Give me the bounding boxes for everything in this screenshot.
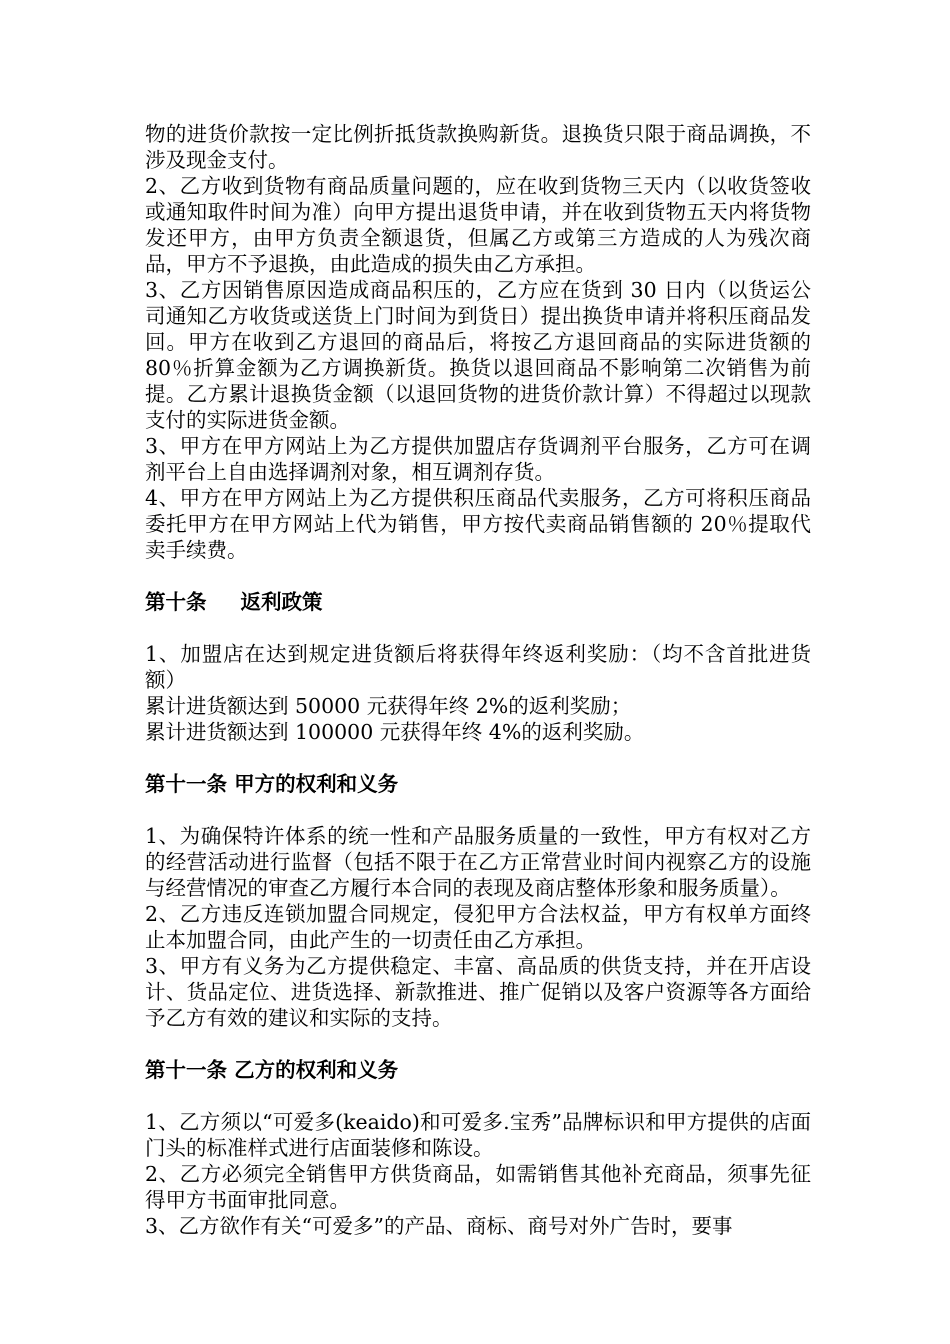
section-heading-11b: 第十一条 乙方的权利和义务 (145, 1058, 399, 1082)
section-rebate-policy (145, 589, 811, 745)
spacer (145, 615, 811, 641)
paragraph-termination: 2、乙方违反连锁加盟合同规定，侵犯甲方合法权益，甲方有权单方面终止本加盟合同，由此产生的一切责任由乙方承担。 (145, 902, 811, 952)
paragraph-inventory-platform: 3、甲方在甲方网站上为乙方提供加盟店存货调剂平台服务，乙方可在调剂平台上自由选择调剂对象，相互调剂存货。 (145, 434, 811, 484)
spacer (145, 1083, 811, 1109)
spacer (145, 1031, 811, 1057)
paragraph-rebate-tier-2: 累计进货额达到 100000 元获得年终 4%的返利奖励。 (145, 720, 645, 744)
section-intro (145, 121, 811, 563)
spacer (145, 797, 811, 823)
paragraph-rebate-tier-1: 累计进货额达到 50000 元获得年终 2%的返利奖励； (145, 694, 632, 718)
paragraph-supply-support: 3、甲方有义务为乙方提供稳定、丰富、高品质的供货支持，并在开店设计、货品定位、进货选择、新款推进、推广促销以及客户资源等各方面给予乙方有效的建议和实际的支持。 (145, 954, 811, 1030)
section-heading-11a: 第十一条 甲方的权利和义务 (145, 772, 399, 796)
paragraph-consignment-service: 4、甲方在甲方网站上为乙方提供积压商品代卖服务，乙方可将积压商品委托甲方在甲方网站上代为销售，甲方按代卖商品销售额的 20％提取代卖手续费。 (145, 486, 811, 562)
section-heading-10 (145, 589, 811, 615)
paragraph-advertising: 3、乙方欲作有关“可爱多”的产品、商标、商号对外广告时，要事 (145, 1214, 733, 1238)
paragraph-overstock-exchange: 3、乙方因销售原因造成商品积压的，乙方应在货到 30 日内（以货运公司通知乙方收货或送货上门时间为到货日）提出换货申请并将积压商品发回。甲方在收到乙方退回的商品后，将按乙方退回商品的实际进货额的 80％折算金额为乙方调换新货。换货以退回商品不影响第二次销售为前提。乙方累计退换货金额（以退回货物的进货价款计算）不得超过以现款支付的实际进货金额。 (145, 278, 811, 432)
spacer (145, 745, 811, 771)
document-page (145, 121, 811, 1239)
spacer (145, 563, 811, 589)
paragraph-return-policy-cont: 物的进货价款按一定比例折抵货款换购新货。退换货只限于商品调换，不涉及现金支付。 (145, 122, 811, 172)
paragraph-supervision: 1、为确保特许体系的统一性和产品服务质量的一致性，甲方有权对乙方的经营活动进行监督（包括不限于在乙方正常营业时间内视察乙方的设施与经营情况的审查乙方履行本合同的表现及商店整体形象和服务质量）。 (145, 824, 811, 900)
paragraph-exclusive-sales: 2、乙方必须完全销售甲方供货商品，如需销售其他补充商品，须事先征得甲方书面审批同意。 (145, 1162, 811, 1212)
section-party-b-rights (145, 1057, 811, 1239)
heading-number: 第十条 (145, 590, 207, 614)
section-party-a-rights (145, 771, 811, 1031)
paragraph-brand-decoration: 1、乙方须以“可爱多(keaido)和可爱多.宝秀”品牌标识和甲方提供的店面门头的标准样式进行店面装修和陈设。 (145, 1110, 811, 1160)
paragraph-rebate-intro: 1、加盟店在达到规定进货额后将获得年终返利奖励：（均不含首批进货额） (145, 642, 811, 692)
paragraph-quality-return: 2、乙方收到货物有商品质量问题的，应在收到货物三天内（以收货签收或通知取件时间为准）向甲方提出退货申请，并在收到货物五天内将货物发还甲方，由甲方负责全额退货，但属乙方或第三方造成的人为残次商品，甲方不予退换，由此造成的损失由乙方承担。 (145, 174, 811, 276)
heading-title: 返利政策 (240, 590, 323, 614)
